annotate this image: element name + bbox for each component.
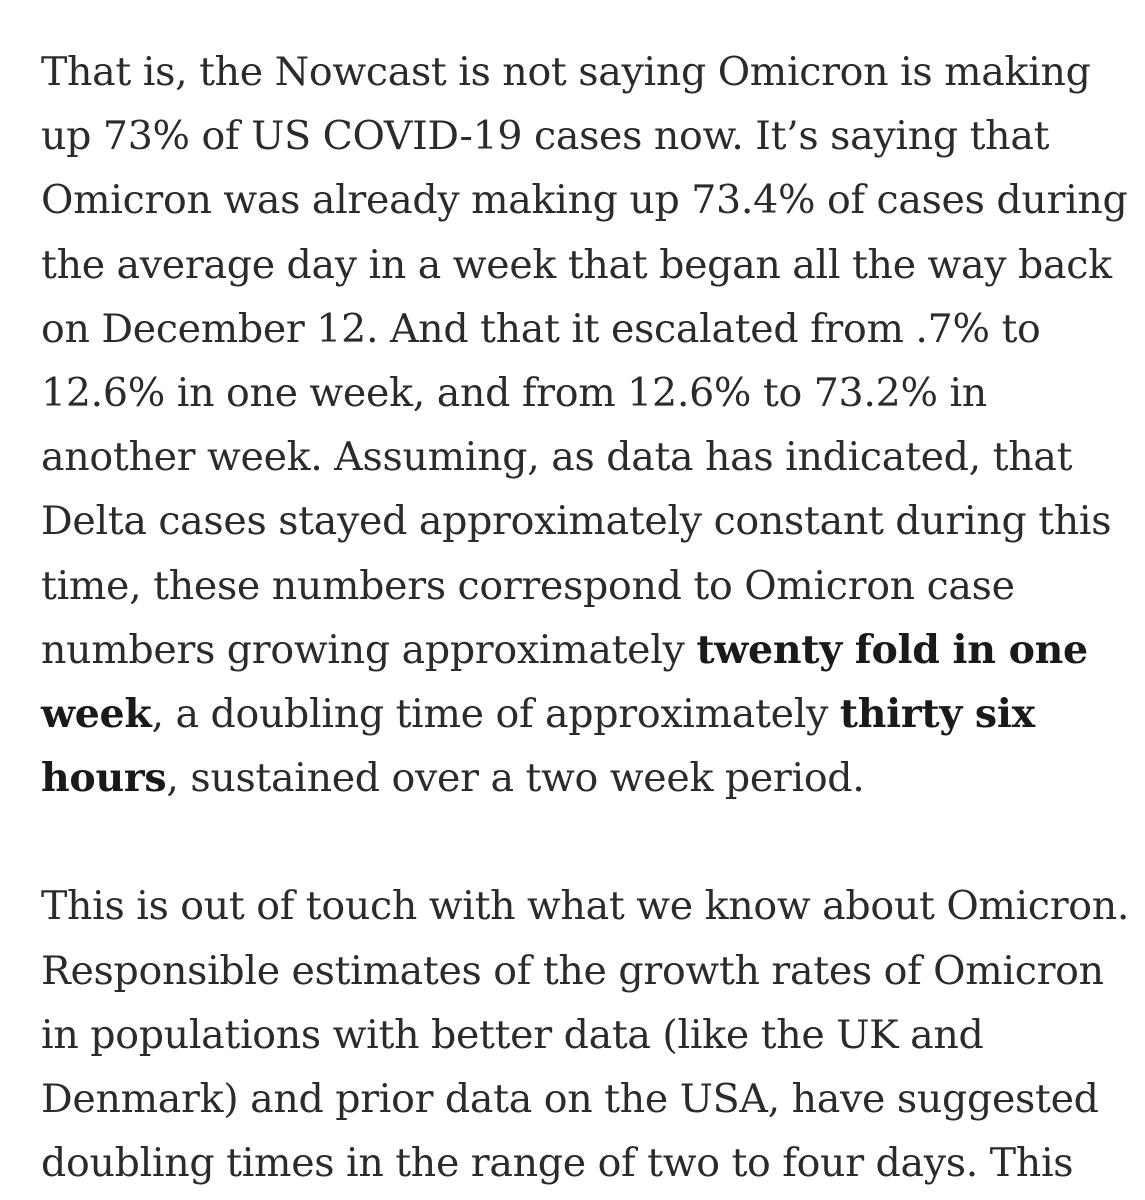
paragraph-text: , a doubling time of approximately bbox=[151, 691, 840, 738]
article-body bbox=[41, 40, 1131, 1195]
emphasis-thirty-six-hours: thirty six hours bbox=[41, 691, 1035, 802]
paragraph-out-of-touch bbox=[41, 874, 1131, 1195]
paragraph-nowcast bbox=[41, 40, 1131, 810]
paragraph-text: , sustained over a two week period. bbox=[166, 755, 865, 802]
emphasis-twenty-fold: twenty fold in one week bbox=[41, 626, 1088, 738]
paragraph-text: This is out of touch with what we know about Omicron. Responsible estimates of the growth rates of Omicron in populations with better data (like the UK and Denmark) and prior data on the USA, have suggested doubling times in the range of two to four days. This bbox=[41, 883, 1130, 1187]
paragraph-text: That is, the Nowcast is not saying Omicron is making up 73% of US COVID-19 cases now. It’s saying that Omicron was already making up 73.4% of cases during the average day in a week that began all the way back on December 12. And that it escalated from .7% to 12.6% in one week, and from 12.6% to 73.2% in another week. Assuming, as data has indicated, that Delta cases stayed approximately constant during this time, these numbers correspond to Omicron case numbers growing approximately bbox=[41, 49, 1128, 673]
